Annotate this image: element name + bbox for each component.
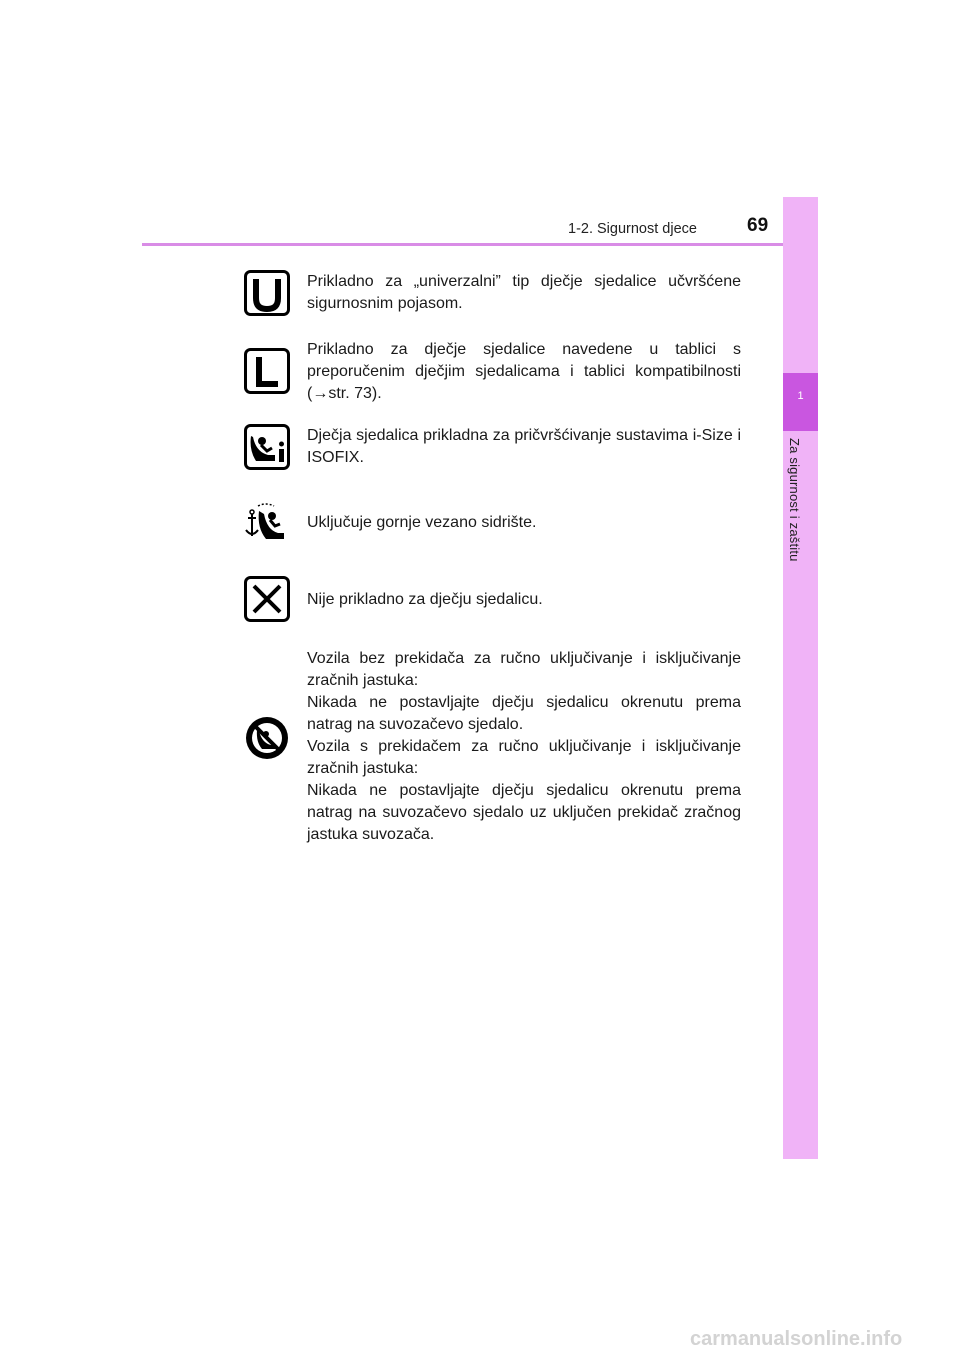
watermark: carmanualsonline.info (690, 1328, 903, 1350)
header-divider (142, 243, 818, 246)
page-number: 69 (747, 215, 769, 236)
chapter-label: Za sigurnost i zaštitu (787, 438, 802, 562)
legend-text: Nije prikladno za dječju sjedalicu. (307, 591, 543, 608)
legend-paragraph: Vozila s prekidačem za ručno uključivanje i isključivanje zračnih jastuka: (307, 738, 741, 777)
no-rearward-seat-icon (244, 715, 290, 761)
list-l-icon (244, 348, 290, 394)
top-tether-anchor-icon (244, 500, 290, 546)
legend-paragraph: Nikada ne postavljajte dječju sjedalicu okrenutu prema natrag na suvozačevo sjedalo uz uključen prekidač zračnog jastuka suvozača. (307, 782, 741, 843)
legend-paragraph: Vozila bez prekidača za ručno uključivanje i isključivanje zračnih jastuka: (307, 650, 741, 689)
not-suitable-x-icon (244, 576, 290, 622)
legend-text: Uključuje gornje vezano sidrište. (307, 514, 537, 531)
legend-text: Prikladno za dječje sjedalice navedene u tablici s preporučenim dječjim sjedalicama i tablici kompatibilnosti (→str. 73). (307, 341, 741, 402)
legend-text: Prikladno za „univerzalni” tip dječje sjedalice učvršćene sigurnosnim pojasom. (307, 273, 741, 312)
chapter-number-tab[interactable] (783, 373, 818, 431)
chapter-side-tab[interactable] (783, 197, 818, 1159)
legend-text: Dječja sjedalica prikladna za pričvršćivanje sustavima i-Size i ISOFIX. (307, 427, 741, 466)
universal-u-icon (244, 270, 290, 316)
isofix-seat-icon (244, 424, 290, 470)
legend-text-block (307, 648, 741, 846)
legend-paragraph: Nikada ne postavljajte dječju sjedalicu okrenutu prema natrag na suvozačevo sjedalo. (307, 694, 741, 733)
chapter-number: 1 (797, 390, 804, 402)
section-title: 1-2. Sigurnost djece (568, 221, 697, 237)
